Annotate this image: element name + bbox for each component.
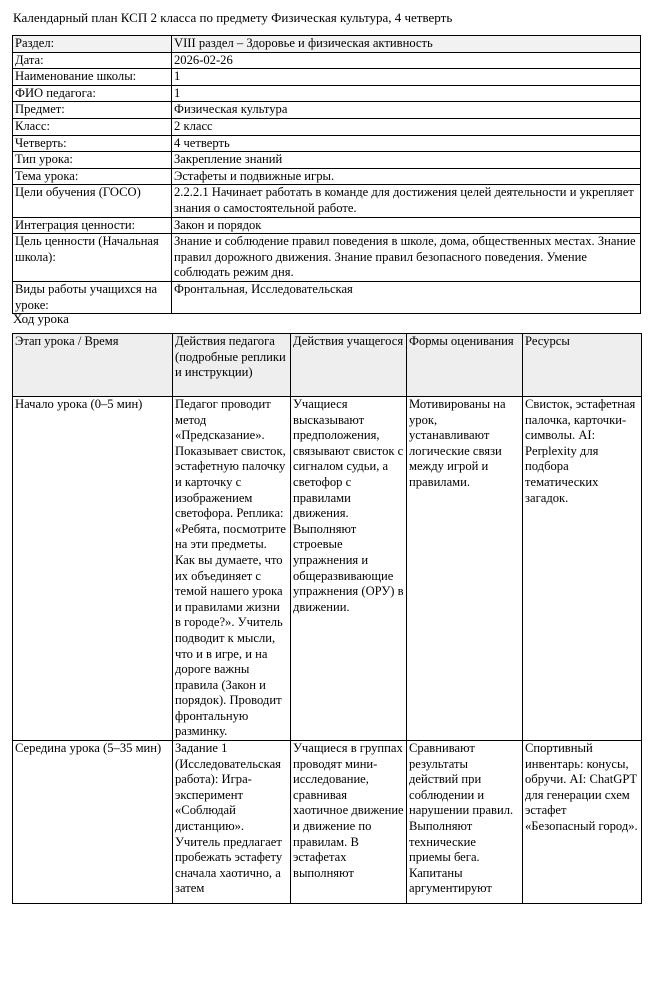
info-row <box>13 168 641 185</box>
info-label: Виды работы учащихся на уроке: <box>13 281 172 313</box>
document-title: Календарный план КСП 2 класса по предмету Физическая культура, 4 четверть <box>13 10 453 25</box>
info-label: Раздел: <box>13 36 172 53</box>
plan-cell-text: Учащиеся в группах проводят мини-исследование, сравнивая хаотичное движение и движение по правилам. В эстафетах выполняют <box>293 741 404 880</box>
plan-header-cell: Формы оценивания <box>407 334 523 397</box>
plan-cell-text: Учащиеся высказывают предположения, связывают свисток с сигналом судьи, а светофор с правилами движения. Выполняют строевые упражнения и общеразвивающие упражнения (ОРУ) в движении. <box>293 397 404 614</box>
info-value: Физическая культура <box>172 102 641 119</box>
info-label: Тема урока: <box>13 168 172 185</box>
info-value: 4 четверть <box>172 135 641 152</box>
info-row <box>13 36 641 53</box>
plan-cell-resources <box>523 397 642 741</box>
info-label: Интеграция ценности: <box>13 217 172 234</box>
info-row <box>13 152 641 169</box>
plan-cell-teacher <box>173 397 291 741</box>
plan-row <box>13 741 642 904</box>
info-row <box>13 135 641 152</box>
plan-cell-text: Задание 1 (Исследовательская работа): Игра-эксперимент «Соблюдай дистанцию». Учитель предлагает пробежать эстафету сначала хаотично, а затем <box>175 741 283 896</box>
info-value: Фронтальная, Исследовательская <box>172 281 641 313</box>
info-value: 1 <box>172 85 641 102</box>
lesson-info-table <box>12 35 641 314</box>
plan-cell-resources <box>523 741 642 904</box>
plan-cell-assessment <box>407 397 523 741</box>
plan-cell-students <box>291 397 407 741</box>
plan-header-cell: Ресурсы <box>523 334 642 397</box>
plan-header-cell: Действия педагога (подробные реплики и инструкции) <box>173 334 291 397</box>
info-label: Дата: <box>13 52 172 69</box>
plan-header-cell: Этап урока / Время <box>13 334 173 397</box>
lesson-plan-table <box>12 333 642 904</box>
plan-cell-assessment <box>407 741 523 904</box>
plan-header-row <box>13 334 642 397</box>
info-label: Четверть: <box>13 135 172 152</box>
info-label: Тип урока: <box>13 152 172 169</box>
plan-cell-text: Спортивный инвентарь: конусы, обручи. AI: ChatGPT для генерации схем эстафет «Безопасный город». <box>525 741 638 834</box>
info-label: Цель ценности (Начальная школа): <box>13 234 172 282</box>
plan-cell-text: Педагог проводит метод «Предсказание». Показывает свисток, эстафетную палочку и карточку с изображением светофора. Реплика: «Ребята, посмотрите на эти предметы. Как вы думаете, что их объединяет с темой нашего урока и правилами жизни в городе?». Учитель подводит к мысли, что и в игре, и на дороге важны правила (Закон и порядок). Проводит фронтальную разминку. <box>175 397 286 739</box>
plan-header-cell: Действия учащегося <box>291 334 407 397</box>
info-row <box>13 85 641 102</box>
lesson-flow-label: Ход урока <box>13 311 69 326</box>
plan-cell-text: Сравнивают результаты действий при соблюдении и нарушении правил. Выполняют технические приемы бега. Капитаны аргументируют <box>409 741 514 896</box>
info-row <box>13 69 641 86</box>
info-value: Знание и соблюдение правил поведения в школе, дома, общественных местах. Знание правил дорожного движения. Знание правил безопасного поведения. Умение соблюдать режим дня. <box>172 234 641 282</box>
plan-cell-teacher <box>173 741 291 904</box>
info-value: Эстафеты и подвижные игры. <box>172 168 641 185</box>
plan-cell-students <box>291 741 407 904</box>
info-row <box>13 281 641 313</box>
info-row <box>13 217 641 234</box>
info-value: 2026-02-26 <box>172 52 641 69</box>
info-value: VIII раздел – Здоровье и физическая активность <box>172 36 641 53</box>
plan-cell-text: Свисток, эстафетная палочка, карточки-символы. AI: Perplexity для подбора тематических загадок. <box>525 397 636 505</box>
plan-cell-text: Начало урока (0–5 мин) <box>15 397 143 411</box>
plan-cell-stage <box>13 397 173 741</box>
info-value: 2 класс <box>172 118 641 135</box>
plan-cell-stage <box>13 741 173 904</box>
info-label: ФИО педагога: <box>13 85 172 102</box>
info-row <box>13 118 641 135</box>
info-value: 1 <box>172 69 641 86</box>
info-label: Наименование школы: <box>13 69 172 86</box>
info-row <box>13 102 641 119</box>
info-label: Цели обучения (ГОСО) <box>13 185 172 217</box>
info-row <box>13 52 641 69</box>
info-value: 2.2.2.1 Начинает работать в команде для достижения целей деятельности и укрепляет знания о самостоятельной работе. <box>172 185 641 217</box>
plan-cell-text: Середина урока (5–35 мин) <box>15 741 162 756</box>
info-value: Закон и порядок <box>172 217 641 234</box>
plan-cell-text: Мотивированы на урок, устанавливают логические связи между игрой и правилами. <box>409 397 506 489</box>
info-label: Класс: <box>13 118 172 135</box>
plan-row <box>13 397 642 741</box>
info-row <box>13 185 641 217</box>
info-label: Предмет: <box>13 102 172 119</box>
info-row <box>13 234 641 282</box>
info-value: Закрепление знаний <box>172 152 641 169</box>
